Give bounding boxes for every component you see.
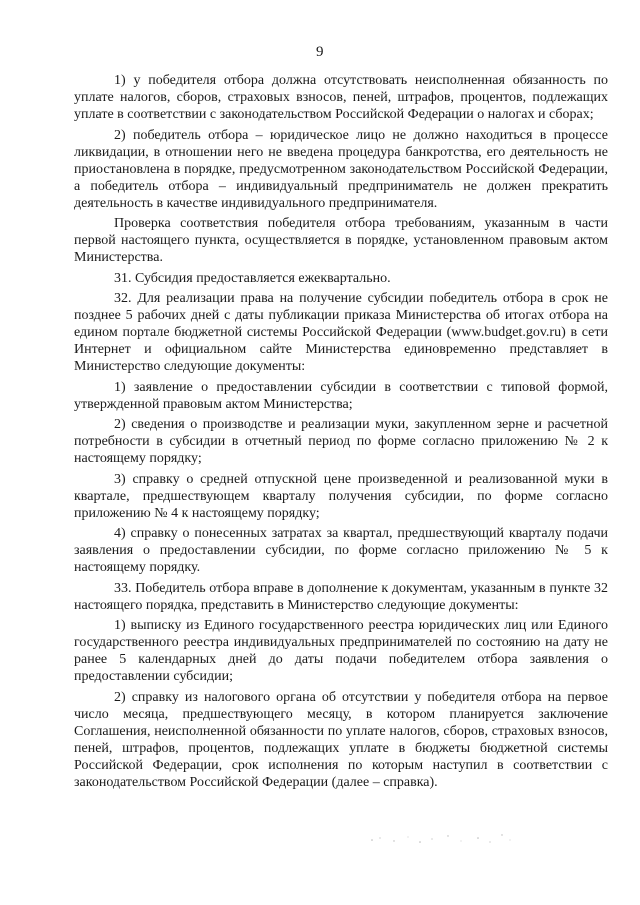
scan-artifact xyxy=(360,826,520,848)
paragraph-verification: Проверка соответствия победителя отбора требованиям, указанным в части первой настоящего пункта, осуществляется в порядке, установленном правовым актом Министерства. xyxy=(74,216,608,265)
paragraph-clause-33-item-1: 1) выписку из Единого государственного реестра юридических лиц или Единого государственного реестра индивидуальных предпринимателей по состоянию на дату не ранее 5 календарных дней до даты подачи победителем отбора заявления о предоставлении субсидии; xyxy=(74,618,608,684)
document-body xyxy=(74,72,608,794)
paragraph-clause-31: 31. Субсидия предоставляется ежеквартально. xyxy=(114,270,391,286)
paragraph-requirement-2: 2) победитель отбора – юридическое лицо не должно находиться в процессе ликвидации, в отношении него не введена процедура банкротства, его деятельность не приостановлена в порядке, предусмотренном законодательством Российской Федерации, а победитель отбора – индивидуальный предприниматель не должен прекратить деятельность в качестве индивидуального предпринимателя. xyxy=(74,127,608,211)
paragraph-clause-32: 32. Для реализации права на получение субсидии победитель отбора в срок не позднее 5 рабочих дней с даты публикации приказа Министерства об итогах отбора на едином портале бюджетной системы Российской Федерации (www.budget.gov.ru) в сети Интернет и официальном сайте Министерства единовременно представляет в Министерство следующие документы: xyxy=(74,291,608,374)
paragraph-requirement-1: 1) у победителя отбора должна отсутствовать неисполненная обязанность по уплате налогов, сборов, страховых взносов, пеней, штрафов, процентов, подлежащих уплате в соответствии с законодательством Российской Федерации о налогах и сборах; xyxy=(74,73,608,122)
page-number: 9 xyxy=(316,44,324,60)
paragraph-clause-33: 33. Победитель отбора вправе в дополнение к документам, указанным в пункте 32 настоящего порядка, представить в Министерство следующие документы: xyxy=(74,580,608,613)
paragraph-clause-32-item-1: 1) заявление о предоставлении субсидии в соответствии с типовой формой, утвержденной правовым актом Министерства; xyxy=(74,379,608,412)
paragraph-clause-32-item-3: 3) справку о средней отпускной цене произведенной и реализованной муки в квартале, предшествующем кварталу получения субсидии, по форме согласно приложению № 4 к настоящему порядку; xyxy=(74,471,608,521)
paragraph-clause-32-item-2: 2) сведения о производстве и реализации муки, закупленном зерне и расчетной потребности в субсидии в отчетный период по форме согласно приложению № 2 к настоящему порядку; xyxy=(74,417,608,466)
paragraph-clause-32-item-4: 4) справку о понесенных затратах за квартал, предшествующий кварталу подачи заявления о предоставлении субсидии, по форме согласно приложению № 5 к настоящему порядку. xyxy=(74,526,608,575)
paragraph-clause-33-item-2: 2) справку из налогового органа об отсутствии у победителя отбора на первое число месяца, предшествующего месяцу, в котором планируется заключение Соглашения, неисполненной обязанности по уплате налогов, сборов, страховых взносов, пеней, штрафов, процентов, подлежащих уплате в бюджеты бюджетной системы Российской Федерации, срок исполнения по которым наступил в соответствии с законодательством Российской Федерации (далее – справка). xyxy=(74,689,608,790)
